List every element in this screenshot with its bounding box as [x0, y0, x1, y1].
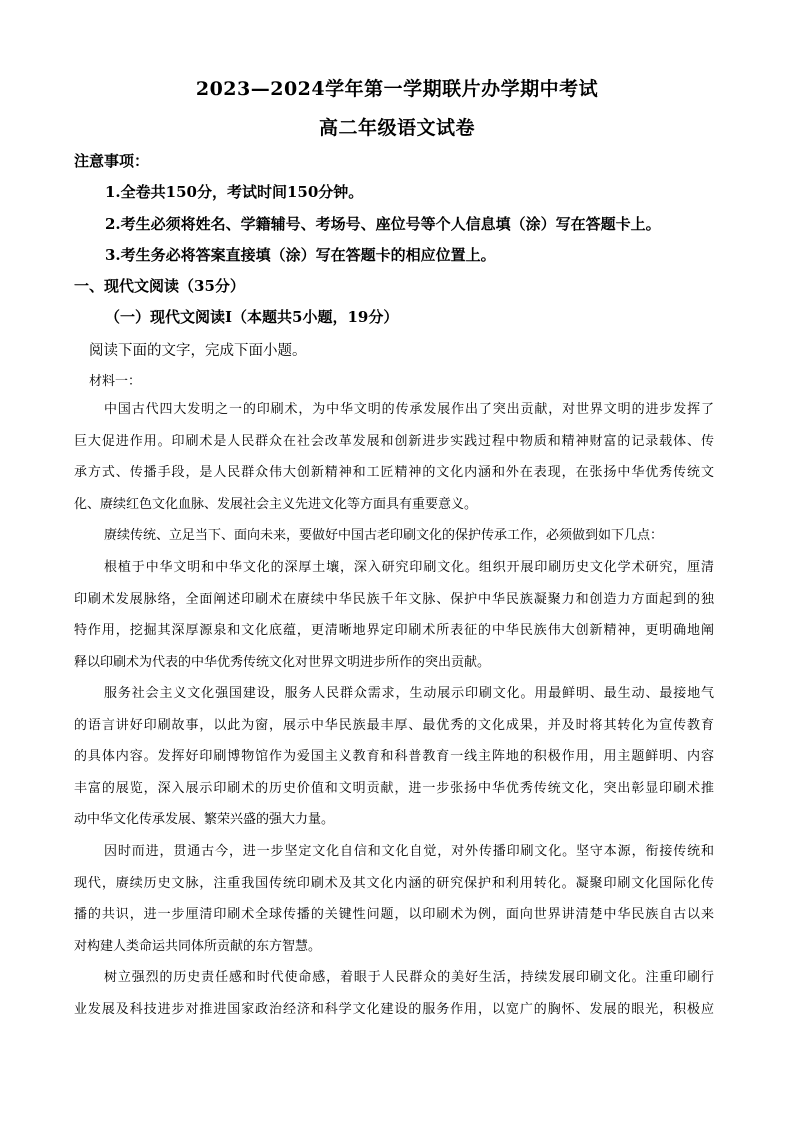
- notice-heading: 注意事项：: [74, 152, 150, 170]
- subsection-heading: （一）现代文阅读Ⅰ（本题共5小题，19分）: [105, 308, 399, 326]
- paragraph-line: 根植于中华文明和中华文化的深厚土壤，深入研究印刷文化。组织开展印刷历史文化学术研究，厘清: [104, 560, 714, 575]
- paragraph-line: 播的共识，进一步厘清印刷术全球传播的关键性问题，以印刷术为例，面向世界讲清楚中华民族自古以来: [74, 907, 714, 922]
- paragraph-line: 树立强烈的历史责任感和时代使命感，着眼于人民群众的美好生活，持续发展印刷文化。注重印刷行: [104, 970, 714, 985]
- paragraph-3: [74, 552, 714, 678]
- notice-item-3: 3.考生务必将答案直接填（涂）写在答题卡的相应位置上。: [105, 246, 496, 264]
- notice-item-1: 1.全卷共150分，考试时间150分钟。: [105, 183, 364, 201]
- exam-title: 2023—2024学年第一学期联片办学期中考试: [195, 78, 599, 100]
- paragraph-line: 的语言讲好印刷故事，以此为窗，展示中华民族最丰厚、最优秀的文化成果，并及时将其转化为宣传教育: [74, 717, 714, 733]
- reading-instruction: 阅读下面的文字，完成下面小题。: [89, 343, 307, 359]
- paragraph-line: 特作用，挖掘其深厚源泉和文化底蕴，更清晰地界定印刷术所表征的中华民族伟大创新精神，更明确地阐: [74, 623, 714, 638]
- paragraph-2: [89, 520, 714, 552]
- paragraph-line: 丰富的展览，深入展示印刷术的历史价值和文明贡献，进一步张扬中华优秀传统文化，突出彰显印刷术推: [74, 780, 714, 796]
- paragraph-line: 赓续传统、立足当下、面向未来，要做好中国古老印刷文化的保护传承工作，必须做到如下几点：: [104, 528, 664, 543]
- paragraph-4: [74, 678, 714, 836]
- paragraph-line: 巨大促进作用。印刷术是人民群众在社会改革发展和创新进步实践过程中物质和精神财富的记录载体、传: [74, 433, 714, 449]
- paragraph-line: 承方式、传播手段，是人民群众伟大创新精神和工匠精神的文化内涵和外在表现，在张扬中华优秀传统文: [74, 465, 714, 480]
- paragraph-line: 印刷术发展脉络，全面阐述印刷术在赓续中华民族千年文脉、保护中华民族凝聚力和创造力方面起到的独: [74, 591, 714, 607]
- paragraph-line: 现代，赓续历史文脉，注重我国传统印刷术及其文化内涵的研究保护和利用转化。凝聚印刷文化国际化传: [74, 875, 714, 891]
- paragraph-6: [74, 962, 714, 1025]
- paragraph-line: 动中华文化传承发展、繁荣兴盛的强大力量。: [74, 812, 335, 827]
- paragraph-line: 因时而进，贯通古今，进一步坚定文化自信和文化自觉，对外传播印刷文化。坚守本源，衔接传统和: [104, 844, 714, 859]
- notice-item-2: 2.考生必须将姓名、学籍辅号、考场号、座位号等个人信息填（涂）写在答题卡上。: [105, 215, 661, 233]
- section-heading: 一、现代文阅读（35分）: [74, 277, 245, 295]
- paragraph-line: 的具体内容。发挥好印刷博物馆作为爱国主义教育和科普教育一线主阵地的积极作用，用主题鲜明、内容: [74, 749, 714, 764]
- paragraph-5: [74, 836, 714, 962]
- exam-subtitle: 高二年级语文试卷: [318, 117, 475, 139]
- paragraph-line: 服务社会主义文化强国建设，服务人民群众需求，生动展示印刷文化。用最鲜明、最生动、最接地气: [104, 686, 714, 701]
- paragraph-line: 中国古代四大发明之一的印刷术，为中华文明的传承发展作出了突出贡献，对世界文明的进步发挥了: [104, 402, 714, 417]
- paragraph-line: 对构建人类命运共同体所贡献的东方智慧。: [74, 938, 322, 954]
- paragraph-line: 业发展及科技进步对推进国家政治经济和科学文化建设的服务作用，以宽广的胸怀、发展的眼光，积极应: [74, 1001, 714, 1017]
- paragraph-line: 释以印刷术为代表的中华优秀传统文化对世界文明进步所作的突出贡献。: [74, 654, 491, 670]
- material-label: 材料一：: [89, 374, 142, 389]
- paragraph-line: 化、赓续红色文化血脉、发展社会主义先进文化等方面具有重要意义。: [74, 496, 478, 512]
- paragraph-1: [74, 394, 714, 520]
